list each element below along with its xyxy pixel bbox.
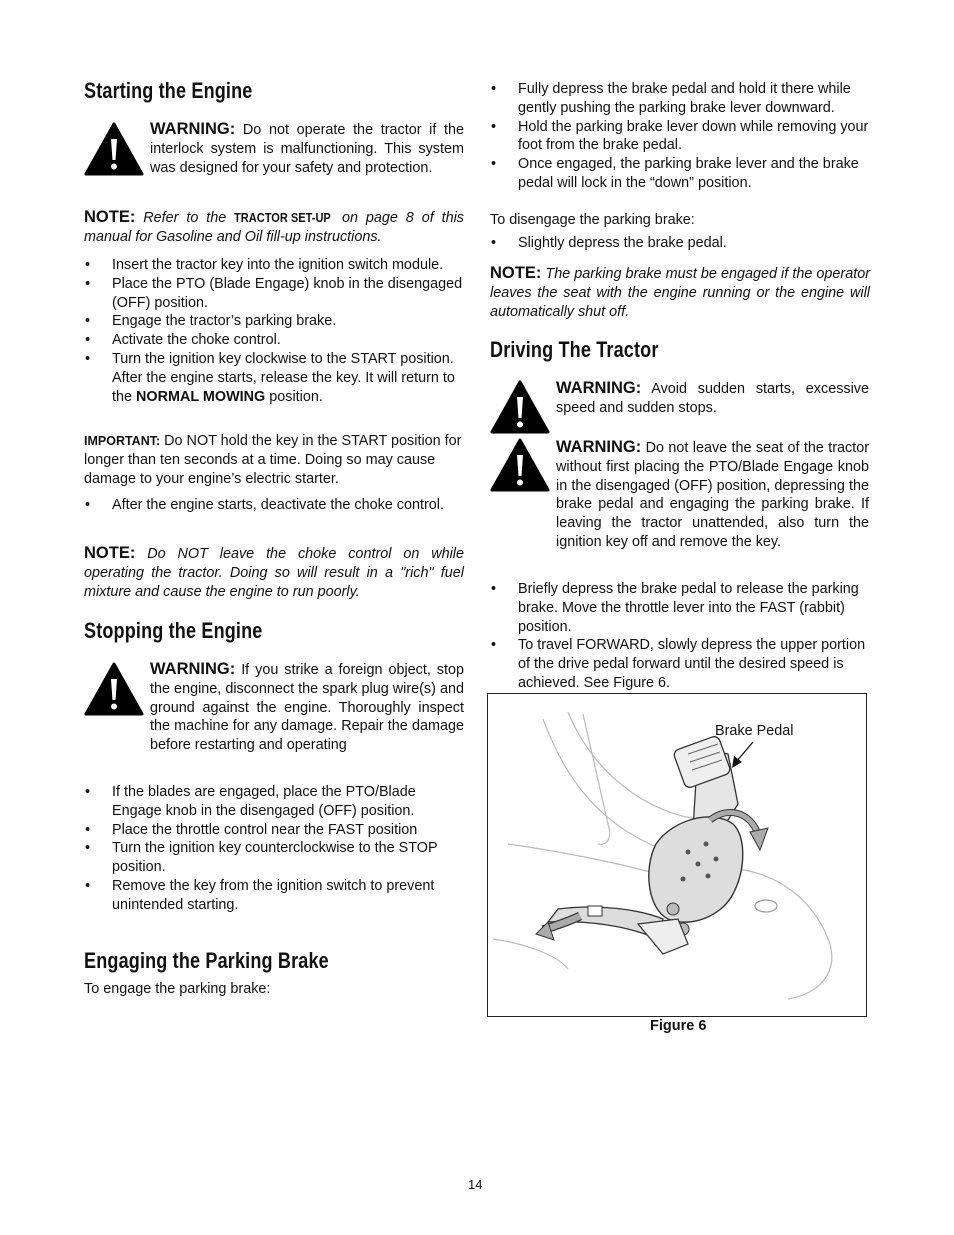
- brake-pedal-illustration: [488, 694, 866, 1016]
- note-label: NOTE:: [490, 264, 542, 282]
- bullet5-text-a: Turn the ignition key clockwise to the START position. After the engine starts, release the key. It will return to the: [112, 350, 455, 405]
- list-item: • Fully depress the brake pedal and hold it there while gently pushing the parking brake lever downward.: [490, 80, 870, 118]
- warning-label: WARNING:: [556, 438, 642, 456]
- important-note: [84, 432, 464, 488]
- warning-interlock: [150, 120, 464, 177]
- warning-icon: [490, 380, 550, 434]
- figure-brake-pedal: [487, 693, 867, 1017]
- stopping-steps-list: [84, 783, 464, 915]
- list-item: • After the engine starts, deactivate the choke control.: [84, 496, 464, 515]
- list-item: • Activate the choke control.: [84, 331, 464, 350]
- note-text-2: on page 8 of this manual for Gasoline and Oil fill-up instructions.: [84, 210, 464, 245]
- warning-label: WARNING:: [556, 379, 642, 397]
- warning-text: Do not leave the seat of the tractor without first placing the PTO/Blade Engage knob in the disengaged (OFF) position, depressing the brake pedal and engaging the parking brake. If leaving the tractor unattended, also turn the ignition key off and remove the key.: [556, 440, 869, 550]
- list-item: • Engage the tractor’s parking brake.: [84, 312, 464, 331]
- list-item: • Insert the tractor key into the ignition switch module.: [84, 256, 464, 275]
- bullet5-bold: NORMAL MOWING: [136, 388, 266, 405]
- heading-starting-engine: Starting the Engine: [84, 78, 253, 103]
- warning-label: WARNING:: [150, 120, 236, 138]
- note-ref: TRACTOR SET-UP: [234, 210, 331, 225]
- heading-stopping-engine: Stopping the Engine: [84, 618, 263, 643]
- warning-text: Avoid sudden starts, excessive speed and sudden stops.: [556, 381, 869, 416]
- list-item: • Place the PTO (Blade Engage) knob in the disengaged (OFF) position.: [84, 275, 464, 313]
- warning-foreign-object: [150, 660, 464, 755]
- list-item: • Turn the ignition key counterclockwise to the STOP position.: [84, 839, 464, 877]
- list-item: • Hold the parking brake lever down while removing your foot from the brake pedal.: [490, 118, 870, 156]
- bullet5-text-b: position.: [269, 388, 323, 405]
- warning-icon: [490, 438, 550, 492]
- warning-leave-seat: [556, 438, 869, 552]
- note-label: NOTE:: [84, 208, 136, 226]
- note-setup: [84, 208, 464, 247]
- list-item: • Slightly depress the brake pedal.: [490, 234, 870, 253]
- list-item: • Remove the key from the ignition switch to prevent unintended starting.: [84, 877, 464, 915]
- after-start-list: [84, 496, 464, 515]
- note-parking-brake: [490, 264, 870, 321]
- important-text: Do NOT hold the key in the START position for longer than ten seconds at a time. Doing so may cause damage to your engine’s electric starter.: [84, 433, 462, 487]
- heading-driving-tractor: Driving The Tractor: [490, 337, 659, 362]
- warning-text: If you strike a foreign object, stop the engine, disconnect the spark plug wire(s) and ground against the engine. Thoroughly inspect the machine for any damage. Repair the damage before restarting and operating: [150, 662, 464, 754]
- driving-steps-list: [490, 580, 870, 693]
- page-number: 14: [468, 1177, 483, 1192]
- note-label: NOTE:: [84, 544, 136, 562]
- starting-steps-list: [84, 256, 464, 406]
- warning-label: WARNING:: [150, 660, 236, 678]
- list-item: • Place the throttle control near the FAST position: [84, 821, 464, 840]
- list-item: • Briefly depress the brake pedal to release the parking brake. Move the throttle lever into the FAST (rabbit) position.: [490, 580, 870, 636]
- list-item: • To travel FORWARD, slowly depress the upper portion of the drive pedal forward until the desired speed is achieved. See Figure 6.: [490, 636, 870, 692]
- note-text: Do NOT leave the choke control on while operating the tractor. Doing so will result in a "rich" fuel mixture and cause the engine to run poorly.: [84, 546, 465, 600]
- note-choke: [84, 544, 464, 601]
- warning-text: Do not operate the tractor if the interlock system is malfunctioning. This system was designed for your safety and protection.: [150, 122, 465, 176]
- list-item: • Once engaged, the parking brake lever and the brake pedal will lock in the “down” position.: [490, 155, 870, 193]
- callout-brake-pedal: Brake Pedal: [715, 723, 794, 739]
- list-item: [84, 350, 464, 406]
- parking-steps-list: [490, 80, 870, 193]
- warning-sudden-starts: [556, 379, 869, 418]
- disengage-intro: To disengage the parking brake:: [490, 212, 695, 228]
- figure-caption: Figure 6: [650, 1018, 707, 1034]
- parking-intro: To engage the parking brake:: [84, 981, 271, 997]
- warning-icon: [84, 122, 144, 176]
- heading-parking-brake: Engaging the Parking Brake: [84, 948, 329, 973]
- warning-icon: [84, 662, 144, 716]
- note-text: The parking brake must be engaged if the operator leaves the seat with the engine running or the engine will automatically shut off.: [490, 266, 870, 320]
- note-text-1: Refer to the: [143, 210, 227, 226]
- important-label: IMPORTANT:: [84, 434, 161, 448]
- disengage-list: [490, 234, 870, 253]
- list-item: • If the blades are engaged, place the PTO/Blade Engage knob in the disengaged (OFF) position.: [84, 783, 464, 821]
